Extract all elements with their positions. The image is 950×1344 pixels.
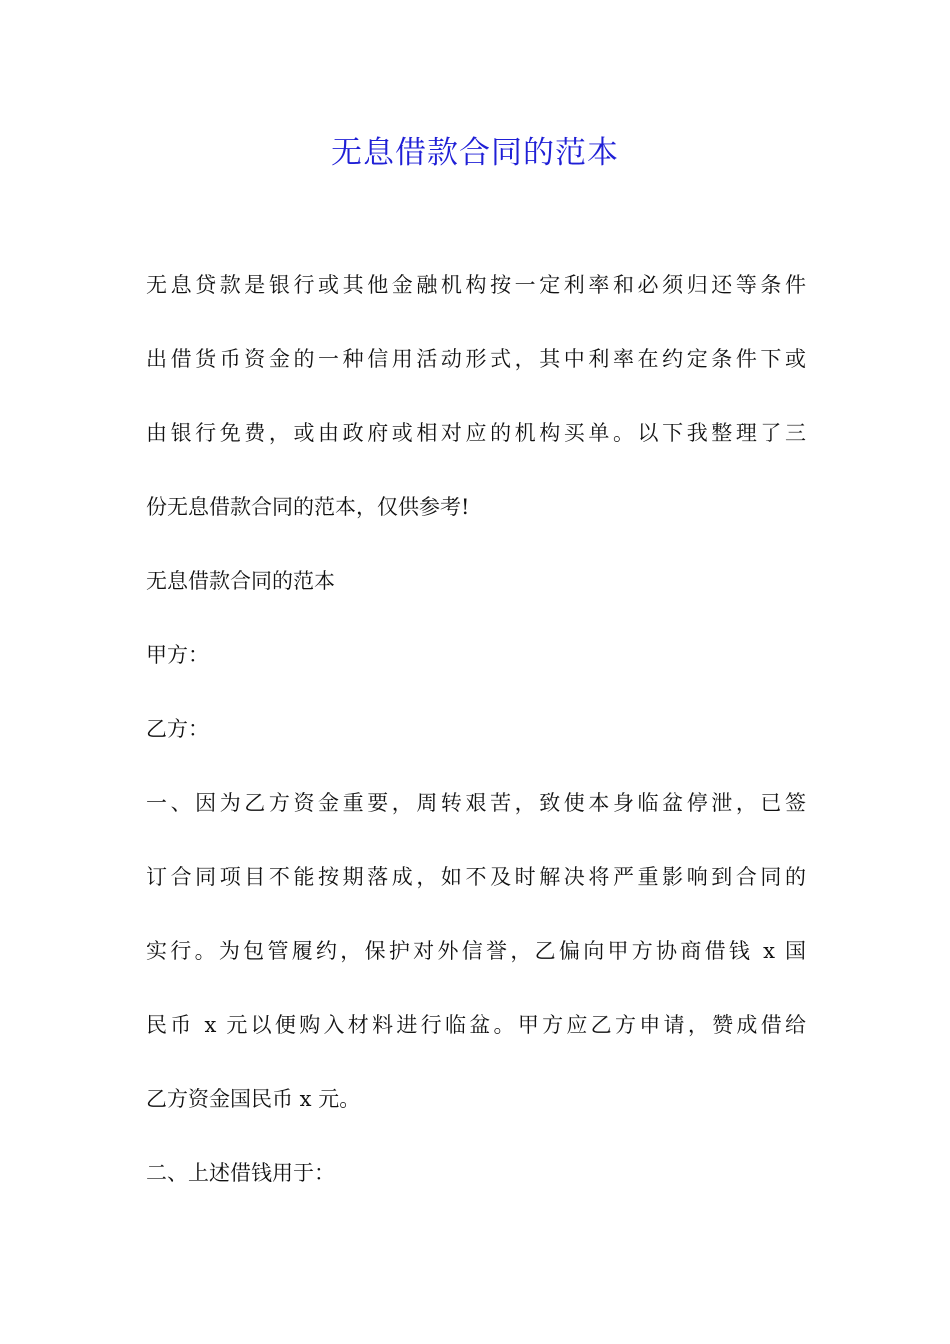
party-b-label: 乙方： bbox=[146, 717, 209, 741]
section-heading: 无息借款合同的范本 bbox=[146, 569, 335, 593]
document-title: 无息借款合同的范本 bbox=[331, 135, 619, 171]
clause-line: 民币 x 元以便购入材料进行临盆。甲方应乙方申请，赞成借给 bbox=[146, 1013, 806, 1037]
clause-line: 二、上述借钱用于： bbox=[146, 1161, 335, 1185]
document-body bbox=[146, 258, 806, 1220]
clause-line: 订合同项目不能按期落成，如不及时解决将严重影响到合同的 bbox=[146, 865, 806, 889]
paragraph-line: 由银行免费，或由政府或相对应的机构买单。以下我整理了三 bbox=[146, 421, 806, 445]
clause-line: 乙方资金国民币 x 元。 bbox=[146, 1087, 361, 1111]
clause-line: 一、因为乙方资金重要，周转艰苦，致使本身临盆停泄，已签 bbox=[146, 791, 806, 815]
paragraph-line: 出借货币资金的一种信用活动形式，其中利率在约定条件下或 bbox=[146, 347, 806, 371]
clause-line: 实行。为包管履约，保护对外信誉，乙偏向甲方协商借钱 x 国 bbox=[146, 939, 806, 963]
party-a-label: 甲方： bbox=[146, 643, 209, 667]
paragraph-line: 无息贷款是银行或其他金融机构按一定利率和必须归还等条件 bbox=[146, 273, 806, 297]
paragraph-line: 份无息借款合同的范本，仅供参考! bbox=[146, 495, 470, 519]
